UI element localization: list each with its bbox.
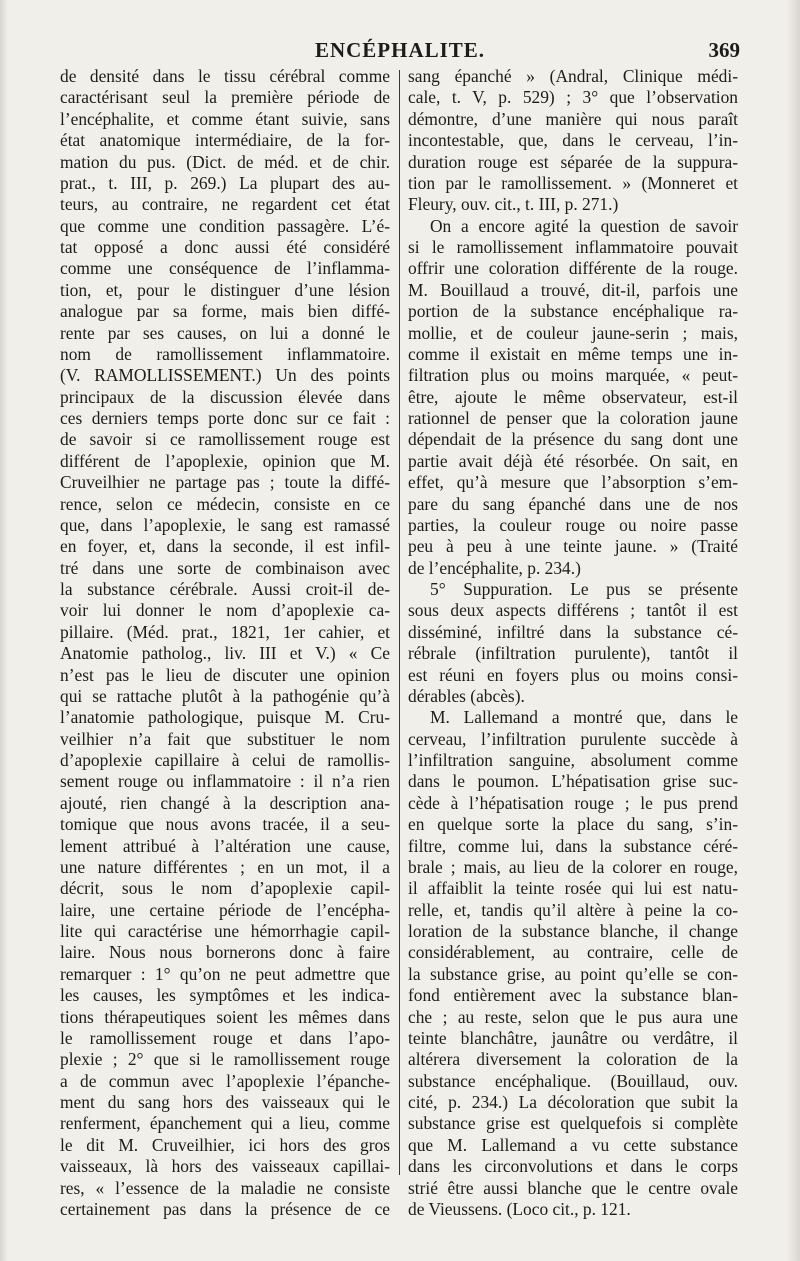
text-line: démontre, d’une manière qui nous paraît (408, 108, 738, 129)
text-line: être, ajoute le même observateur, est-il (408, 386, 738, 407)
text-line: l’encéphalite, et comme étant suivie, sans (60, 108, 390, 129)
text-line: strié être aussi blanche que le centre ovale (408, 1177, 738, 1198)
text-line: dérables (abcès). (408, 685, 525, 706)
text-line: ces derniers temps porte donc sur ce fait : (60, 408, 390, 428)
text-line: substance encéphalique. (Bouillaud, ouv. (408, 1070, 738, 1091)
text-line: sang épanché » (Andral, Clinique médi- (408, 66, 738, 86)
text-line: res, « l’essence de la maladie ne consiste (60, 1177, 390, 1198)
text-line: cale, t. V, p. 529) ; 3° que l’observation (408, 87, 738, 108)
text-line: tat opposé a donc aussi été considéré (60, 237, 390, 257)
text-line: M. Bouillaud a trouvé, dit-il, parfois une (408, 279, 738, 300)
text-line: portion de la substance encéphalique ra- (408, 301, 738, 322)
text-line: cité, p. 234.) La décoloration que subit la (408, 1092, 738, 1112)
text-line: vaisseaux, là hors des vaisseaux capillai- (60, 1156, 390, 1177)
page-edge-left (0, 0, 8, 1261)
text-line: dans les circonvolutions et dans le corps (408, 1156, 738, 1177)
text-line: a de commun avec l’apoplexie l’épanche- (60, 1070, 390, 1091)
text-line: On a encore agité la question de savoir (430, 215, 738, 236)
text-line: il affaiblit la teinte rosée qui lui est natu- (408, 878, 738, 899)
text-line: remarquer : 1° qu’on ne peut admettre que (60, 963, 390, 984)
text-line: certainement pas dans la présence de ce (60, 1198, 390, 1219)
text-line: fond entièrement avec la substance blan- (408, 985, 738, 1006)
text-line: veilhier n’a fait que substituer le nom (60, 728, 390, 749)
text-line: de densité dans le tissu cérébral comme (60, 66, 390, 86)
text-line: (V. RAMOLLISSEMENT.) Un des points (60, 365, 390, 386)
text-line: brale ; mais, au lieu de la colorer en rouge, (408, 856, 738, 877)
text-line: que M. Lallemand a vu cette substance (408, 1134, 738, 1155)
column-divider (399, 70, 400, 1175)
text-line: d’apoplexie capillaire à celui de ramollis- (60, 750, 390, 770)
text-line: rence, selon ce médecin, consiste en ce (60, 493, 390, 514)
text-line: lement attribué à l’altération une cause, (60, 835, 390, 856)
text-line: rationnel de penser que la coloration jaune (408, 408, 738, 428)
text-line: pillaire. (Méd. prat., 1821, 1er cahier, et (60, 621, 390, 642)
text-line: laire, une certaine période de l’encépha- (60, 899, 390, 920)
text-line: caractérisant seul la première période de (60, 87, 390, 108)
text-line: disséminé, infiltré dans la substance cé- (408, 621, 738, 642)
text-line: tion par le ramollissement. » (Monneret et (408, 172, 738, 193)
text-line: décrit, sous le nom d’apoplexie capil- (60, 878, 390, 899)
text-line: peu à peu à une teinte jaune. » (Traité (408, 536, 738, 557)
text-line: comme une conséquence de l’inflamma- (60, 258, 390, 279)
text-line: différent de l’apoplexie, opinion que M. (60, 450, 390, 471)
text-line: ment du sang hors des vaisseaux qui le (60, 1092, 390, 1112)
text-line: incontestable, que, dans le cerveau, l’in- (408, 130, 738, 151)
page-edge-right (786, 0, 800, 1261)
text-line: filtre, comme lui, dans la substance céré- (408, 835, 738, 856)
text-line: Anatomie patholog., liv. III et V.) « Ce (60, 643, 390, 664)
text-line: loration de la substance blanche, il change (408, 921, 738, 941)
text-line: rente par ses causes, on lui a donné le (60, 322, 390, 343)
text-line: que comme une condition passagère. L’é- (60, 215, 390, 236)
text-line: l’infiltration sanguine, absolument comme (408, 750, 738, 770)
text-line: teinte blanchâtre, jaunâtre ou verdâtre, il (408, 1027, 738, 1048)
text-line: une nature différentes ; en un mot, il a (60, 856, 390, 877)
text-line: qui se rattache plutôt à la pathogénie qu’à (60, 685, 390, 706)
text-line: en foyer, et, dans la seconde, il est infil- (60, 536, 390, 557)
text-line: sous deux aspects différens ; tantôt il est (408, 600, 738, 621)
text-line: prat., t. III, p. 269.) La plupart des au- (60, 172, 390, 193)
text-line: dans le poumon. L’hépatisation grise suc- (408, 771, 738, 792)
page-number: 369 (708, 38, 740, 62)
text-line: en quelque sorte la place du sang, s’in- (408, 814, 738, 835)
running-title: ENCÉPHALITE. (314, 38, 486, 62)
text-line: l’anatomie pathologique, puisque M. Cru- (60, 707, 390, 728)
text-line: n’est pas le lieu de discuter une opinion (60, 664, 390, 685)
text-line: le dit M. Cruveilhier, ici hors des gros (60, 1134, 390, 1155)
text-line: 5° Suppuration. Le pus se présente (430, 579, 738, 599)
text-line: considérablement, au contraire, celle de (408, 942, 738, 963)
text-line: est réuni en foyers plus ou moins consi- (408, 664, 738, 685)
text-line: voir lui donner le nom d’apoplexie ca- (60, 600, 390, 621)
text-line: renferment, épanchement qui a lieu, comme (60, 1113, 390, 1134)
text-line: cède à l’hépatisation rouge ; le pus prend (408, 792, 738, 813)
text-line: la substance cérébrale. Aussi croit-il de- (60, 579, 390, 599)
text-line: filtration plus ou moins marquée, « peut- (408, 365, 738, 386)
text-line: les causes, les symptômes et les indica- (60, 985, 390, 1006)
text-line: comme il existait en même temps une in- (408, 343, 738, 364)
text-line: la substance grise, au point qu’elle se con- (408, 963, 738, 984)
text-line: principaux de la discussion élevée dans (60, 386, 390, 407)
text-line: mation du pus. (Dict. de méd. et de chir. (60, 151, 390, 172)
text-line: duration rouge est séparée de la suppura- (408, 151, 738, 172)
text-line: laire. Nous nous bornerons donc à faire (60, 942, 390, 963)
text-line: M. Lallemand a montré que, dans le (430, 707, 738, 728)
text-line: tomique que nous avons tracée, il a seu- (60, 814, 390, 835)
text-line: que, dans l’apoplexie, le sang est ramassé (60, 514, 390, 535)
text-line: effet, qu’à mesure que l’absorption s’em- (408, 472, 738, 493)
text-line: de Vieussens. (Loco cit., p. 121. (408, 1198, 631, 1219)
text-line: lite qui caractérise une hémorrhagie capil- (60, 921, 390, 941)
text-line: plexie ; 2° que si le ramollissement rouge (60, 1049, 390, 1070)
text-line: sement rouge ou inflammatoire : il n’a rien (60, 771, 390, 792)
text-line: tion, et, pour le distinguer d’une lésion (60, 279, 390, 300)
text-line: substance grise est quelquefois si complète (408, 1113, 738, 1134)
text-line: état anatomique intermédiaire, de la for- (60, 130, 390, 151)
left-column (60, 66, 390, 1220)
text-line: de l’encéphalite, p. 234.) (408, 557, 581, 578)
text-line: le ramollissement rouge et dans l’apo- (60, 1027, 390, 1048)
text-line: tions thérapeutiques soient les mêmes dans (60, 1006, 390, 1027)
text-line: dépendait de la présence du sang dont une (408, 429, 738, 450)
text-line: nom de ramollissement inflammatoire. (60, 343, 390, 364)
text-line: parties, la couleur rouge ou noire passe (408, 514, 738, 535)
text-line: mollie, et de couleur jaune-serin ; mais, (408, 322, 738, 343)
text-line: offrir une coloration différente de la rouge. (408, 258, 738, 279)
text-line: altérera diversement la coloration de la (408, 1049, 738, 1070)
text-line: partie avait déjà été résorbée. On sait, en (408, 450, 738, 471)
text-line: teurs, au contraire, ne regardent cet état (60, 194, 390, 215)
text-line: relle, et, tandis qu’il altère à peine la co- (408, 899, 738, 920)
text-line: cerveau, l’infiltration purulente succède à (408, 728, 738, 749)
text-line: analogue par sa forme, mais bien diffé- (60, 301, 390, 322)
text-line: tré dans une sorte de combinaison avec (60, 557, 390, 578)
text-line: ajouté, rien changé à la description ana- (60, 792, 390, 813)
text-line: si le ramollissement inflammatoire pouvait (408, 237, 738, 257)
text-line: pare du sang épanché dans une de nos (408, 493, 738, 514)
text-line: Cruveilhier ne partage pas ; toute la diffé- (60, 472, 390, 493)
right-column (408, 66, 738, 1220)
text-line: che ; au reste, selon que le pus aura une (408, 1006, 738, 1027)
page-header (60, 38, 740, 68)
text-line: de savoir si ce ramollissement rouge est (60, 429, 390, 450)
text-line: rébrale (infiltration purulente), tantôt il (408, 643, 738, 664)
text-line: Fleury, ouv. cit., t. III, p. 271.) (408, 194, 619, 215)
